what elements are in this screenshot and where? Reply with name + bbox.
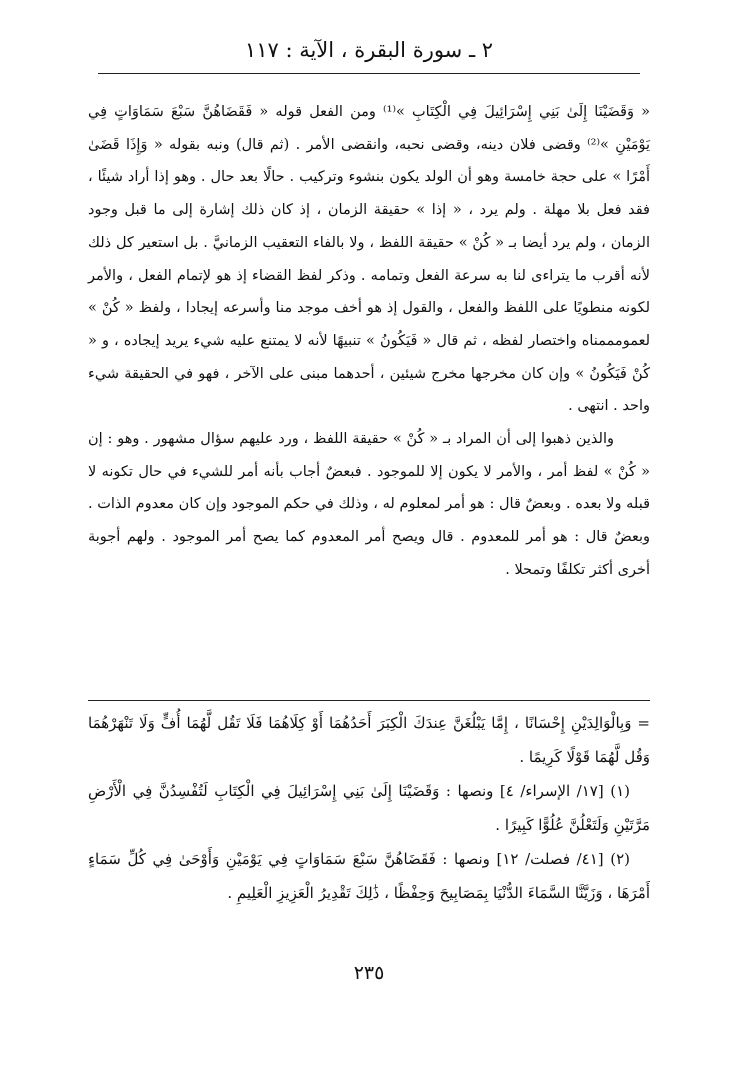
page-number: ٢٣٥ (353, 962, 385, 984)
footnote-continuation: = وَبِالْوَالِدَيْنِ إِحْسَانًا ، إِمَّا يَبْلُغَنَّ عِندَكَ الْكِبَرَ أَحَدُهُمَا أَوْ كِلَاهُمَا فَلَا تَقُل لَّهُمَا أُفٍّ وَلَا تَنْهَرْهُمَا وَقُل لَّهُمَا قَوْلًا كَرِيمًا . (88, 714, 650, 766)
footnote-1: (١) [١٧/ الإسراء/ ٤] ونصها : وَقَضَيْنَا إِلَىٰ بَنِي إِسْرَائِيلَ فِي الْكِتَابِ لَتُفْسِدُنَّ فِي الْأَرْضِ مَرَّتَيْنِ وَلَتَعْلُنَّ عُلُوًّا كَبِيرًا . (88, 782, 650, 834)
body-paragraph: والذين ذهبوا إلى أن المراد بـ « كُنْ » حقيقة اللفظ ، ورد عليهم سؤال مشهور . وهو : إن « كُنْ » لفظ أمر ، والأمر لا يكون إلا للموجود . فبعضٌ أجاب بأنه أمر للشيء في حال تكونه لا قبله ولا بعده . وبعضٌ قال : هو أمر لمعلوم له ، وذلك في حكم الموجود وإن كان معدوم الذات . وبعضٌ قال : هو أمر للمعدوم . قال ويصح أمر المعدوم كما يصح أمر الموجود . ولهم أجوبة أخرى أكثر تكلفًا وتمحلا . (88, 431, 650, 578)
header-rule (98, 73, 640, 74)
footnote-separator (88, 700, 650, 701)
footnotes (88, 706, 650, 910)
page-header: ٢ ـ سورة البقرة ، الآية : ١١٧ (244, 38, 494, 62)
main-text (88, 96, 650, 587)
body-paragraph: « وَقَضَيْنَا إِلَىٰ بَنِي إِسْرَائِيلَ فِي الْكِتَابِ »⁽¹⁾ ومن الفعل قوله « فَقَضَاهُنَّ سَبْعَ سَمَاوَاتٍ فِي يَوْمَيْنِ »⁽²⁾ وقضى فلان دينه، وقضى نحبه، وانقضى الأمر . (ثم قال) ونبه بقوله « وَإِذَا قَضَىٰ أَمْرًا » على حجة خامسة وهو أن الولد يكون بنشوء وتركيب . حالًا بعد حال . وهو إذا أراد شيئًا ، فقد فعل بلا مهلة . ولم يرد ، « إذا » حقيقة الزمان ، إذ كان ذلك إشارة إلى ما قبل وجود الزمان ، ولم يرد أيضا بـ « كُنْ » حقيقة اللفظ ، ولا بالفاء التعقيب الزمانيَّ . بل استعير كل ذلك لأنه أقرب ما يتراءى لنا به سرعة الفعل وتمامه . وذكر لفظ القضاء إذ هو لإتمام الفعل ، والأمر لكونه منطويًا على اللفظ والفعل ، والقول إذ هو أخف موجد منا وأسرعه إيجادا ، ولفظ « كُنْ » لعمومممناه واختصار لفظه ، ثم قال « فَيَكُونُ » تنبيهًا لأنه لا يمتنع عليه شيء يريد إيجاده ، و « كُنْ فَيَكُونُ » وإن كان مخرجها مخرج شيئين ، أحدهما مبنى على الآخر ، فهو في الحقيقة شيء واحد . انتهى . (88, 104, 650, 415)
footnote-2: (٢) [٤١/ فصلت/ ١٢] ونصها : فَقَضَاهُنَّ سَبْعَ سَمَاوَاتٍ فِي يَوْمَيْنِ وَأَوْحَىٰ فِي كُلِّ سَمَاءٍ أَمْرَهَا ، وَزَيَّنَّا السَّمَاءَ الدُّنْيَا بِمَصَابِيحَ وَحِفْظًا ، ذَٰلِكَ تَقْدِيرُ الْعَزِيزِ الْعَلِيمِ . (88, 850, 650, 902)
